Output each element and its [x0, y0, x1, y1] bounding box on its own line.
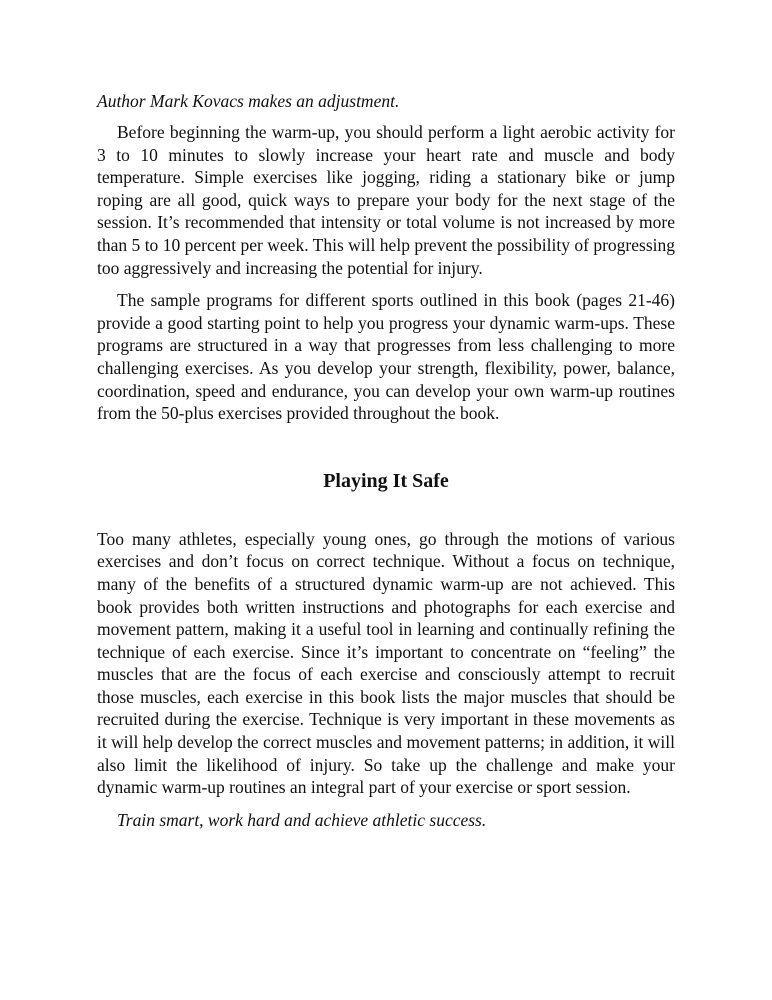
paragraph-playing-safe: Too many athletes, especially young ones, go through the motions of various exercises and don’t focus on correct technique. Without a focus on technique, many of the benefits of a structured dynamic warm-up are not achieved. This book provides both written instructions and photographs for each exercise and movement pattern, making it a useful tool in learning and continually refining the technique of each exercise. Since it’s important to concentrate on “feeling” the muscles that are the focus of each exercise and consciously attempt to recruit those muscles, each exercise in this book lists the major muscles that should be recruited during the exercise. Technique is very important in these movements as it will help develop the correct muscles and movement patterns; in addition, it will also limit the likelihood of injury. So take up the challenge and make your dynamic warm-up routines an integral part of your exercise or sport session. — [97, 528, 675, 798]
closing-line: Train smart, work hard and achieve athletic success. — [117, 809, 487, 830]
paragraph-sample-programs: The sample programs for different sports outlined in this book (pages 21-46) provide a good starting point to help you progress your dynamic warm-ups. These programs are structured in a way that progresses from less challenging to more challenging exercises. As you develop your strength, flexibility, power, balance, coordination, speed and endurance, you can develop your own warm-up routines from the 50-plus exercises provided throughout the book. — [97, 290, 675, 424]
photo-caption: Author Mark Kovacs makes an adjustment. — [97, 91, 400, 111]
paragraph-aerobic-warmup: Before beginning the warm-up, you should perform a light aerobic activity for 3 to 10 minutes to slowly increase your heart rate and muscle and body temperature. Simple exercises like jogging, riding a stationary bike or jump roping are all good, quick ways to prepare your body for the next stage of the session. It’s recommended that intensity or total volume is not increased by more than 5 to 10 percent per week. This will help prevent the possibility of progressing too aggressively and increasing the potential for injury. — [97, 122, 675, 278]
page-content — [97, 90, 675, 832]
section-heading: Playing It Safe — [323, 469, 449, 492]
